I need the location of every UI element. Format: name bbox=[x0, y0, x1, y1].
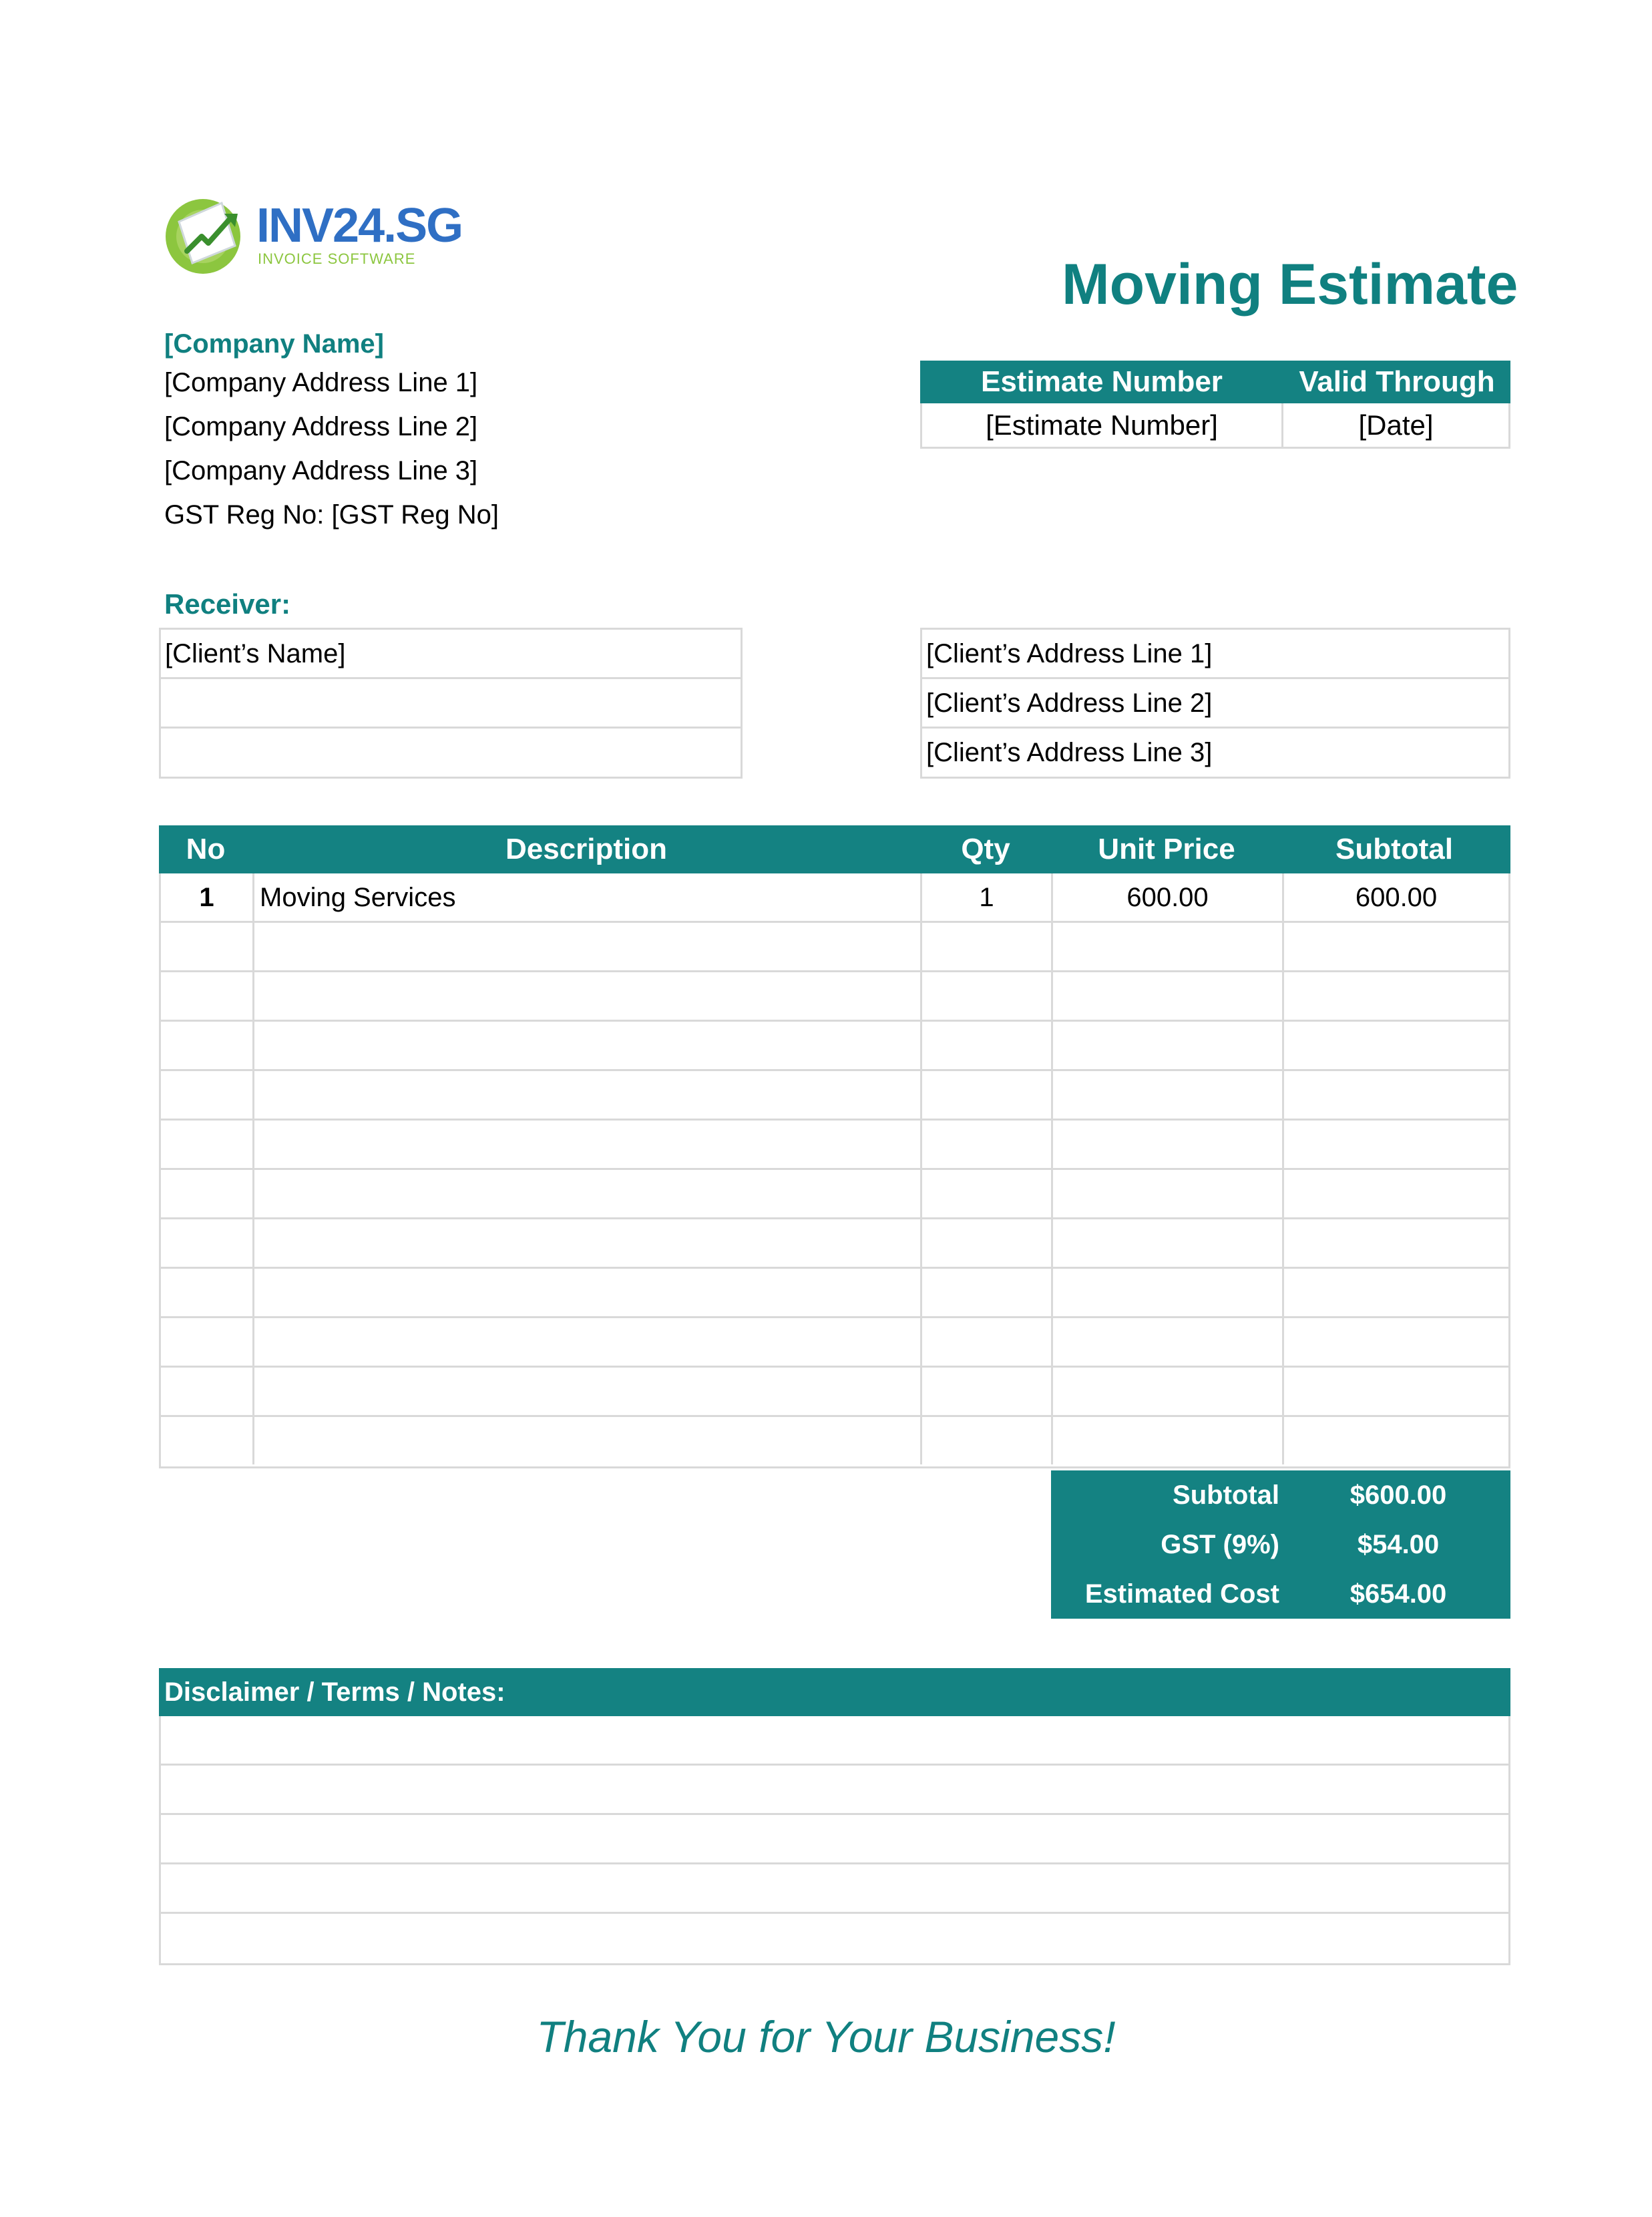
item-subtotal[interactable] bbox=[1284, 1269, 1508, 1316]
item-qty[interactable] bbox=[922, 1269, 1053, 1316]
item-description[interactable] bbox=[254, 1269, 922, 1316]
totals-gst-row bbox=[1051, 1520, 1510, 1569]
item-description[interactable] bbox=[254, 1368, 922, 1415]
item-unit-price[interactable] bbox=[1053, 972, 1284, 1020]
item-unit-price[interactable] bbox=[1053, 1071, 1284, 1119]
table-row bbox=[161, 1318, 1508, 1368]
client-address-line-3[interactable]: [Client’s Address Line 3] bbox=[926, 738, 1213, 767]
item-unit-price[interactable] bbox=[1053, 1022, 1284, 1069]
thank-you-message: Thank You for Your Business! bbox=[536, 2012, 1116, 2061]
item-subtotal[interactable] bbox=[1284, 923, 1508, 970]
item-qty[interactable] bbox=[922, 1417, 1053, 1464]
item-no[interactable] bbox=[161, 1022, 254, 1069]
item-no[interactable] bbox=[161, 972, 254, 1020]
item-qty[interactable] bbox=[922, 1219, 1053, 1267]
item-qty[interactable]: 1 bbox=[922, 873, 1053, 921]
gst-label: GST (9%) bbox=[1161, 1530, 1279, 1559]
item-unit-price[interactable] bbox=[1053, 1121, 1284, 1168]
item-qty[interactable] bbox=[922, 1022, 1053, 1069]
notes-body bbox=[159, 1716, 1510, 1965]
subtotal-label: Subtotal bbox=[1173, 1480, 1279, 1510]
item-no[interactable] bbox=[161, 1071, 254, 1119]
company-address-line-1: [Company Address Line 1] bbox=[164, 368, 478, 397]
table-row bbox=[161, 1417, 1508, 1466]
item-subtotal[interactable] bbox=[1284, 972, 1508, 1020]
table-row bbox=[161, 1269, 1508, 1318]
client-extra-field-2[interactable] bbox=[161, 729, 741, 778]
item-unit-price[interactable] bbox=[1053, 1170, 1284, 1217]
header-no: No bbox=[186, 833, 226, 865]
estimate-info-box bbox=[920, 361, 1510, 449]
item-subtotal[interactable] bbox=[1284, 1219, 1508, 1267]
item-unit-price[interactable] bbox=[1053, 1318, 1284, 1366]
item-qty[interactable] bbox=[922, 972, 1053, 1020]
item-subtotal[interactable] bbox=[1284, 1368, 1508, 1415]
header-description: Description bbox=[505, 833, 668, 865]
item-subtotal[interactable] bbox=[1284, 1121, 1508, 1168]
client-name-box bbox=[159, 628, 743, 779]
item-no[interactable]: 1 bbox=[161, 873, 254, 921]
item-no[interactable] bbox=[161, 1121, 254, 1168]
client-address-line-2[interactable]: [Client’s Address Line 2] bbox=[922, 679, 1508, 729]
table-row bbox=[161, 1022, 1508, 1071]
item-unit-price[interactable] bbox=[1053, 1368, 1284, 1415]
notes-header: Disclaimer / Terms / Notes: bbox=[159, 1668, 1510, 1716]
totals-estimated-row bbox=[1051, 1569, 1510, 1619]
item-unit-price[interactable] bbox=[1053, 923, 1284, 970]
item-description[interactable] bbox=[254, 1121, 922, 1168]
item-no[interactable] bbox=[161, 1417, 254, 1464]
estimate-number-header: Estimate Number bbox=[920, 361, 1283, 403]
item-no[interactable] bbox=[161, 1269, 254, 1316]
company-name: [Company Name] bbox=[164, 329, 384, 359]
item-qty[interactable] bbox=[922, 923, 1053, 970]
item-unit-price[interactable]: 600.00 bbox=[1053, 873, 1284, 921]
item-qty[interactable] bbox=[922, 1121, 1053, 1168]
table-row bbox=[161, 1170, 1508, 1219]
document-title: Moving Estimate bbox=[1062, 252, 1518, 317]
company-address-line-3: [Company Address Line 3] bbox=[164, 456, 478, 485]
items-table-body bbox=[159, 873, 1510, 1468]
client-extra-field-1[interactable] bbox=[161, 679, 741, 729]
item-qty[interactable] bbox=[922, 1071, 1053, 1119]
receiver-label: Receiver: bbox=[164, 588, 291, 620]
totals-box bbox=[1051, 1470, 1510, 1619]
item-no[interactable] bbox=[161, 1318, 254, 1366]
header-subtotal: Subtotal bbox=[1335, 833, 1453, 865]
table-row bbox=[161, 923, 1508, 972]
logo-tagline: INVOICE SOFTWARE bbox=[258, 250, 416, 267]
header-unit-price: Unit Price bbox=[1098, 833, 1235, 865]
item-subtotal[interactable] bbox=[1284, 1318, 1508, 1366]
item-subtotal[interactable] bbox=[1284, 1417, 1508, 1464]
item-unit-price[interactable] bbox=[1053, 1219, 1284, 1267]
item-no[interactable] bbox=[161, 923, 254, 970]
item-description[interactable] bbox=[254, 1219, 922, 1267]
estimated-cost-value: $654.00 bbox=[1350, 1579, 1447, 1609]
table-row bbox=[161, 1121, 1508, 1170]
company-address-line-2: [Company Address Line 2] bbox=[164, 412, 478, 441]
notes-line[interactable] bbox=[161, 1766, 1508, 1815]
header-qty: Qty bbox=[961, 833, 1010, 865]
notes-line[interactable] bbox=[161, 1864, 1508, 1914]
client-name-field[interactable]: [Client’s Name] bbox=[161, 630, 741, 679]
item-no[interactable] bbox=[161, 1219, 254, 1267]
item-description[interactable] bbox=[254, 1071, 922, 1119]
items-table-header bbox=[159, 825, 1510, 873]
item-no[interactable] bbox=[161, 1368, 254, 1415]
item-description[interactable] bbox=[254, 1417, 922, 1464]
valid-through-field[interactable]: [Date] bbox=[1281, 403, 1510, 449]
table-row bbox=[161, 1368, 1508, 1417]
table-row bbox=[161, 972, 1508, 1022]
item-description[interactable]: Moving Services bbox=[254, 873, 922, 921]
item-subtotal[interactable] bbox=[1284, 1071, 1508, 1119]
item-no[interactable] bbox=[161, 1170, 254, 1217]
notes-line[interactable] bbox=[161, 1716, 1508, 1766]
company-logo bbox=[160, 190, 463, 276]
client-address-box bbox=[920, 628, 1510, 779]
estimate-number-field[interactable]: [Estimate Number] bbox=[920, 403, 1283, 449]
item-unit-price[interactable] bbox=[1053, 1417, 1284, 1464]
item-description[interactable] bbox=[254, 1170, 922, 1217]
item-description[interactable] bbox=[254, 1318, 922, 1366]
client-address-line-1[interactable]: [Client’s Address Line 1] bbox=[922, 630, 1508, 679]
item-qty[interactable] bbox=[922, 1170, 1053, 1217]
logo-brand-text: INV24.SG bbox=[256, 199, 463, 252]
logo-icon bbox=[160, 190, 254, 276]
estimated-cost-label: Estimated Cost bbox=[1084, 1579, 1279, 1609]
notes-line[interactable] bbox=[161, 1815, 1508, 1864]
table-row bbox=[161, 1071, 1508, 1121]
notes-line[interactable] bbox=[161, 1914, 1508, 1963]
totals-subtotal-row bbox=[1051, 1470, 1510, 1520]
item-description[interactable] bbox=[254, 1022, 922, 1069]
table-row bbox=[161, 1219, 1508, 1269]
item-qty[interactable] bbox=[922, 1318, 1053, 1366]
valid-through-header: Valid Through bbox=[1283, 361, 1510, 403]
item-unit-price[interactable] bbox=[1053, 1269, 1284, 1316]
table-row bbox=[161, 873, 1508, 923]
item-description[interactable] bbox=[254, 923, 922, 970]
subtotal-value: $600.00 bbox=[1350, 1480, 1447, 1510]
item-qty[interactable] bbox=[922, 1368, 1053, 1415]
item-subtotal[interactable] bbox=[1284, 1170, 1508, 1217]
item-subtotal[interactable] bbox=[1284, 1022, 1508, 1069]
item-description[interactable] bbox=[254, 972, 922, 1020]
company-gst-reg: GST Reg No: [GST Reg No] bbox=[164, 500, 499, 530]
gst-value: $54.00 bbox=[1357, 1530, 1440, 1559]
item-subtotal[interactable]: 600.00 bbox=[1355, 883, 1438, 912]
